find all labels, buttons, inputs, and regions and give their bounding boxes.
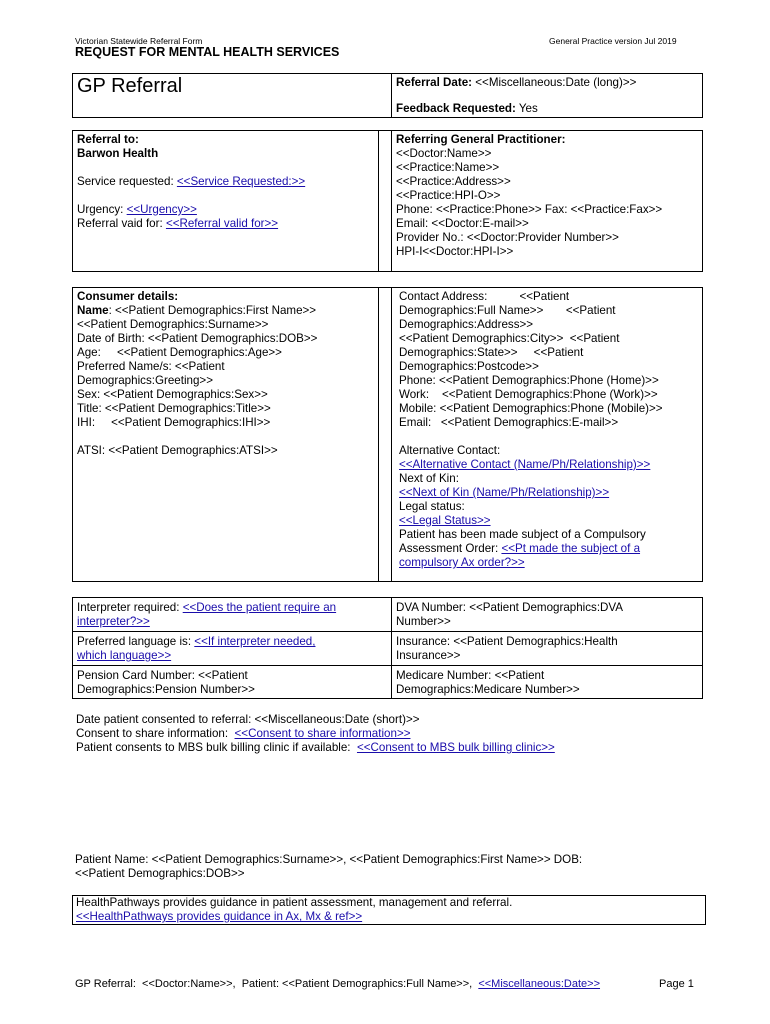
contact-state: Demographics:State>> <<Patient bbox=[399, 346, 584, 359]
pension-number: Pension Card Number: <<Patient bbox=[77, 669, 248, 682]
contact-address: Contact Address: <<Patient bbox=[399, 290, 570, 303]
consumer-block bbox=[77, 290, 317, 458]
form-version: General Practice version Jul 2019 bbox=[549, 36, 677, 46]
next-of-kin-label: Next of Kin: bbox=[399, 472, 459, 485]
contact-full-name: Demographics:Full Name>> <<Patient bbox=[399, 304, 616, 317]
dva-cell bbox=[396, 601, 623, 629]
pension-cell bbox=[77, 669, 255, 697]
compulsory-order bbox=[399, 542, 663, 556]
referral-to-label: Referral to: bbox=[77, 133, 139, 146]
footer bbox=[75, 977, 600, 991]
urgency-link[interactable]: <<Urgency>> bbox=[126, 203, 197, 216]
name-value: : <<Patient Demographics:First Name>> bbox=[108, 304, 317, 317]
interpreter-link-cont[interactable]: interpreter?>> bbox=[77, 615, 150, 628]
practice-address: <<Practice:Address>> bbox=[396, 175, 511, 188]
urgency-label: Urgency: bbox=[77, 203, 124, 216]
form-name: Victorian Statewide Referral Form bbox=[75, 36, 203, 46]
gp-referral-box bbox=[72, 73, 703, 118]
healthpathways-text: HealthPathways provides guidance in patient assessment, management and referral. bbox=[76, 896, 513, 909]
service-label: Service requested: bbox=[77, 175, 174, 188]
next-of-kin-link[interactable]: <<Next of Kin (Name/Ph/Relationship)>> bbox=[399, 486, 610, 499]
consumer-title: Title: <<Patient Demographics:Title>> bbox=[77, 402, 271, 415]
contact-address-value: Demographics:Address>> bbox=[399, 318, 534, 331]
consent-share-link[interactable]: <<Consent to share information>> bbox=[234, 727, 411, 740]
consumer-sex: Sex: <<Patient Demographics:Sex>> bbox=[77, 388, 268, 401]
valid-label: Referral vaid for: bbox=[77, 217, 163, 230]
consumer-name bbox=[77, 304, 317, 318]
gp-referral-title: GP Referral bbox=[77, 75, 183, 97]
footer-text: GP Referral: <<Doctor:Name>>, Patient: <<Patient Demographics:Full Name>>, bbox=[75, 978, 479, 990]
referring-gp-label: Referring General Practitioner: bbox=[396, 133, 566, 146]
medicare-number: Medicare Number: <<Patient bbox=[396, 669, 545, 682]
alt-contact-label: Alternative Contact: bbox=[399, 444, 501, 457]
feedback-requested bbox=[396, 102, 538, 116]
doctor-name: <<Doctor:Name>> bbox=[396, 147, 492, 160]
patient-line bbox=[75, 853, 582, 881]
dva-number-cont: Number>> bbox=[396, 615, 451, 628]
consumer-age: Age: <<Patient Demographics:Age>> bbox=[77, 346, 282, 359]
language-label: Preferred language is: bbox=[77, 635, 195, 648]
referral-date-label: Referral Date: bbox=[396, 76, 473, 89]
language-link-cont[interactable]: which language>> bbox=[77, 649, 172, 662]
consumer-surname: <<Patient Demographics:Surname>> bbox=[77, 318, 269, 331]
pension-number-cont: Demographics:Pension Number>> bbox=[77, 683, 255, 696]
consumer-label: Consumer details: bbox=[77, 290, 179, 303]
referral-org: Barwon Health bbox=[77, 147, 159, 160]
consumer-ihi: IHI: <<Patient Demographics:IHI>> bbox=[77, 416, 271, 429]
contact-phone-mobile: Mobile: <<Patient Demographics:Phone (Mobile)>> bbox=[399, 402, 663, 415]
medicare-number-cont: Demographics:Medicare Number>> bbox=[396, 683, 580, 696]
healthpathways-box bbox=[72, 895, 706, 925]
practice-hpio: <<Practice:HPI-O>> bbox=[396, 189, 501, 202]
patient-name-dob: Patient Name: <<Patient Demographics:Surname>>, <<Patient Demographics:First Name>> DOB: bbox=[75, 853, 583, 866]
provider-number: Provider No.: <<Doctor:Provider Number>> bbox=[396, 231, 619, 244]
consent-block bbox=[76, 713, 555, 755]
referral-date-value: <<Miscellaneous:Date (long)>> bbox=[475, 76, 637, 89]
consumer-section bbox=[72, 287, 703, 582]
legal-status-label: Legal status: bbox=[399, 500, 465, 513]
compulsory-text: Patient has been made subject of a Compulsory bbox=[399, 528, 646, 541]
urgency bbox=[77, 203, 305, 217]
consumer-atsi: ATSI: <<Patient Demographics:ATSI>> bbox=[77, 444, 278, 457]
insurance-cont: Insurance>> bbox=[396, 649, 461, 662]
referral-section bbox=[72, 130, 703, 272]
compulsory-link-cont[interactable]: compulsory Ax order?>> bbox=[399, 556, 525, 569]
consent-mbs-label: Patient consents to MBS bulk billing clinic if available: bbox=[76, 741, 357, 754]
doctor-hpii: HPI-I<<Doctor:HPI-I>> bbox=[396, 245, 514, 258]
contact-phone-work: Work: <<Patient Demographics:Phone (Work)>> bbox=[399, 388, 658, 401]
contact-block bbox=[399, 290, 663, 570]
referral-to-block bbox=[77, 133, 305, 231]
page-number: Page 1 bbox=[659, 978, 694, 990]
referring-gp-block bbox=[396, 133, 662, 259]
consumer-preferred-name: Preferred Name/s: <<Patient bbox=[77, 360, 225, 373]
legal-status-link[interactable]: <<Legal Status>> bbox=[399, 514, 491, 527]
practice-name: <<Practice:Name>> bbox=[396, 161, 500, 174]
name-label: Name bbox=[77, 304, 109, 317]
language-link[interactable]: <<If interpreter needed, bbox=[194, 635, 316, 648]
feedback-label: Feedback Requested: bbox=[396, 102, 516, 115]
compulsory-label: Assessment Order: bbox=[399, 542, 502, 555]
contact-postcode: Demographics:Postcode>> bbox=[399, 360, 539, 373]
referral-valid bbox=[77, 217, 305, 231]
feedback-value: Yes bbox=[518, 102, 538, 115]
doctor-email: Email: <<Doctor:E-mail>> bbox=[396, 217, 529, 230]
healthpathways-link[interactable]: <<HealthPathways provides guidance in Ax, Mx & ref>> bbox=[76, 910, 363, 923]
details-grid bbox=[72, 597, 703, 699]
medicare-cell bbox=[396, 669, 580, 697]
consent-mbs-link[interactable]: <<Consent to MBS bulk billing clinic>> bbox=[356, 741, 555, 754]
insurance-cell bbox=[396, 635, 618, 663]
footer-date-link[interactable]: <<Miscellaneous:Date>> bbox=[478, 978, 601, 990]
interpreter-cell bbox=[77, 601, 336, 629]
page-title: REQUEST FOR MENTAL HEALTH SERVICES bbox=[75, 45, 340, 59]
insurance: Insurance: <<Patient Demographics:Health bbox=[396, 635, 618, 648]
valid-link[interactable]: <<Referral valid for>> bbox=[165, 217, 279, 230]
service-requested bbox=[77, 175, 305, 189]
service-link[interactable]: <<Service Requested:>> bbox=[176, 175, 306, 188]
contact-phone-home: Phone: <<Patient Demographics:Phone (Home)>> bbox=[399, 374, 659, 387]
language-cell bbox=[77, 635, 315, 663]
dva-number: DVA Number: <<Patient Demographics:DVA bbox=[396, 601, 624, 614]
contact-city: <<Patient Demographics:City>> <<Patient bbox=[399, 332, 620, 345]
interpreter-label: Interpreter required: bbox=[77, 601, 183, 614]
practice-phone-fax: Phone: <<Practice:Phone>> Fax: <<Practice:Fax>> bbox=[396, 203, 663, 216]
contact-email: Email: <<Patient Demographics:E-mail>> bbox=[399, 416, 619, 429]
alt-contact-link[interactable]: <<Alternative Contact (Name/Ph/Relationship)>> bbox=[399, 458, 651, 471]
referral-date bbox=[396, 76, 636, 90]
consumer-dob: Date of Birth: <<Patient Demographics:DOB>> bbox=[77, 332, 318, 345]
consent-share-label: Consent to share information: bbox=[76, 727, 235, 740]
patient-dob: <<Patient Demographics:DOB>> bbox=[75, 867, 245, 880]
interpreter-link[interactable]: <<Does the patient require an bbox=[182, 601, 337, 614]
consumer-greeting: Demographics:Greeting>> bbox=[77, 374, 213, 387]
compulsory-link[interactable]: <<Pt made the subject of a bbox=[501, 542, 641, 555]
consent-date: Date patient consented to referral: <<Miscellaneous:Date (short)>> bbox=[76, 713, 420, 726]
